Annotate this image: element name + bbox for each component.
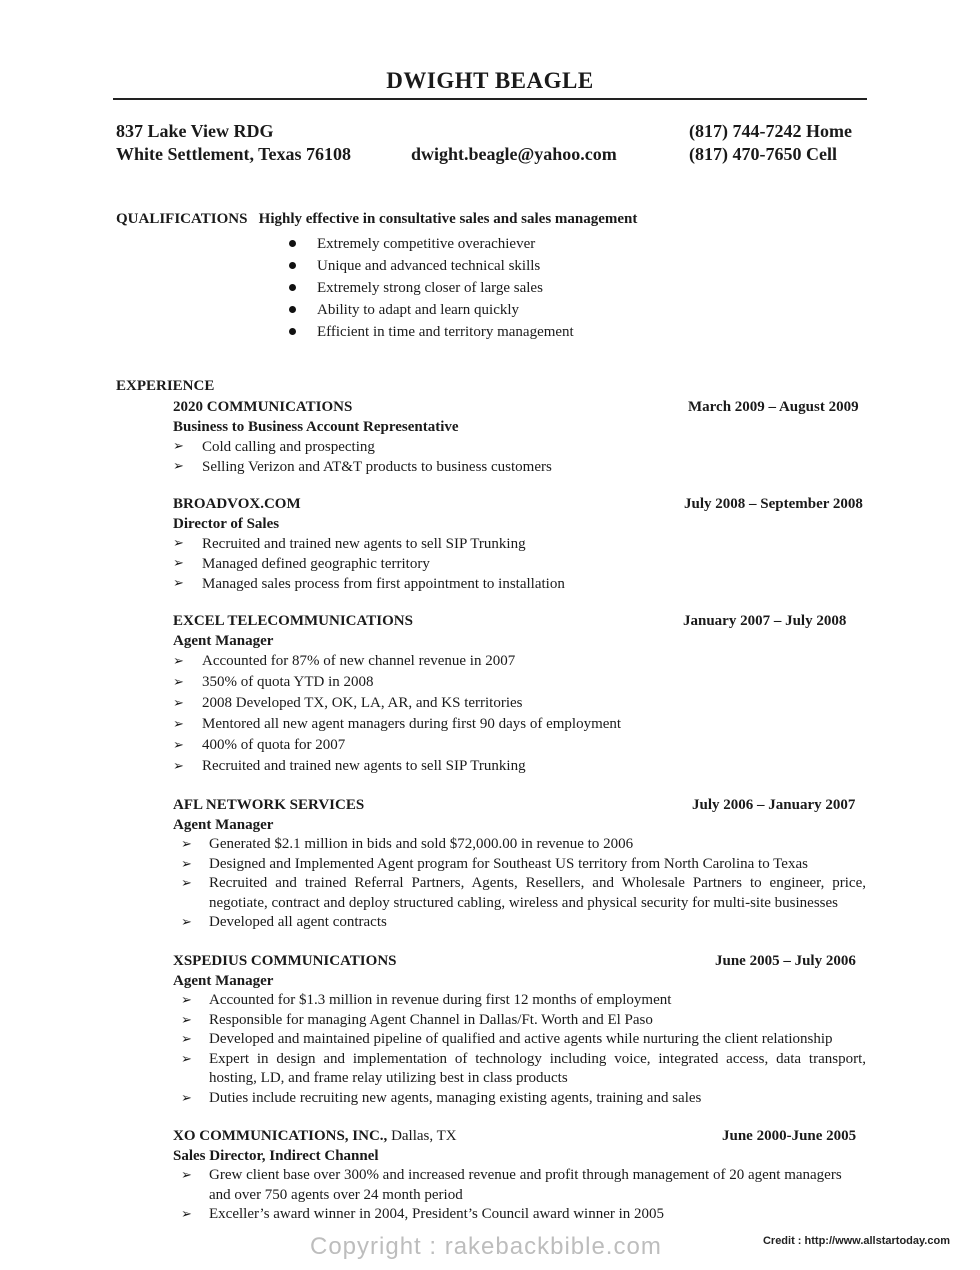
job-title: Business to Business Account Representative xyxy=(173,419,459,435)
job-title: Agent Manager xyxy=(173,633,274,649)
job-company: AFL NETWORK SERVICES xyxy=(173,797,365,813)
job-bullet: ➢ Accounted for $1.3 million in revenue during first 12 months of employment xyxy=(181,991,866,1011)
arrow-bullet-icon: ➢ xyxy=(181,915,192,930)
qualification-item: Unique and advanced technical skills xyxy=(285,255,574,277)
arrow-bullet-icon: ➢ xyxy=(173,738,184,753)
copyright-watermark: Copyright : rakebackbible.com xyxy=(310,1233,662,1260)
arrow-bullet-icon: ➢ xyxy=(173,536,184,551)
arrow-bullet-icon: ➢ xyxy=(181,1207,192,1222)
job-bullet: ➢ Selling Verizon and AT&T products to business customers xyxy=(173,459,552,475)
arrow-bullet-icon: ➢ xyxy=(181,856,192,872)
credit-line: Credit : http://www.allstartoday.com xyxy=(762,1235,950,1247)
arrow-bullet-icon: ➢ xyxy=(173,556,184,571)
job-bullet: ➢ 400% of quota for 2007 xyxy=(173,735,873,756)
job-bullet: ➢ Expert in design and implementation of technology including voice, integrated access, data transport, hosting, LD, and frame relay utilizing best in class products xyxy=(181,1050,866,1086)
arrow-bullet-icon: ➢ xyxy=(181,1090,192,1106)
header-divider xyxy=(113,98,867,100)
job-company: EXCEL TELECOMMUNICATIONS xyxy=(173,613,413,629)
arrow-bullet-icon: ➢ xyxy=(173,759,184,774)
job-bullet: ➢ Recruited and trained new agents to sell SIP Trunking xyxy=(173,756,873,777)
job-bullet: ➢ Cold calling and prospecting xyxy=(173,439,375,455)
job-bullet: ➢ Accounted for 87% of new channel revenue in 2007 xyxy=(173,651,873,672)
arrow-bullet-icon: ➢ xyxy=(181,876,192,891)
job-dates: June 2000-June 2005 xyxy=(722,1128,857,1144)
job-bullet: ➢ Responsible for managing Agent Channel in Dallas/Ft. Worth and El Paso xyxy=(181,1011,866,1031)
job-bullet: ➢ Developed all agent contracts xyxy=(181,913,866,933)
bullet-dot-icon xyxy=(289,284,296,291)
job-bullet: ➢ Designed and Implemented Agent program for Southeast US territory from North Carolina to Texas xyxy=(181,855,866,875)
bullet-dot-icon xyxy=(289,262,296,269)
arrow-bullet-icon: ➢ xyxy=(173,696,184,711)
job-bullet: ➢ Generated $2.1 million in bids and sold $72,000.00 in revenue to 2006 xyxy=(181,835,866,855)
arrow-bullet-icon: ➢ xyxy=(173,717,184,732)
arrow-bullet-icon: ➢ xyxy=(173,576,184,591)
job-company: XO COMMUNICATIONS, INC., Dallas, TX xyxy=(173,1128,457,1144)
qualifications-heading xyxy=(116,211,637,228)
job-title: Agent Manager xyxy=(173,973,274,989)
job-bullet: ➢ Exceller’s award winner in 2004, President’s Council award winner in 2005 xyxy=(181,1205,866,1225)
bullet-dot-icon xyxy=(289,240,296,247)
job-entry xyxy=(173,1126,873,1225)
job-entry xyxy=(173,795,873,933)
arrow-bullet-icon: ➢ xyxy=(181,1168,192,1183)
email-address[interactable]: dwight.beagle@yahoo.com xyxy=(411,144,617,164)
address-line-1: 837 Lake View RDG xyxy=(116,121,274,141)
qualification-item: Extremely strong closer of large sales xyxy=(285,277,574,299)
job-entry xyxy=(173,397,873,477)
job-company: 2020 COMMUNICATIONS xyxy=(173,399,353,415)
phone-cell: (817) 470-7650 Cell xyxy=(689,144,837,164)
job-entry xyxy=(173,951,873,1108)
qualification-item: Efficient in time and territory management xyxy=(285,321,574,343)
qualifications-summary: Highly effective in consultative sales and sales management xyxy=(258,211,638,227)
arrow-bullet-icon: ➢ xyxy=(173,654,184,669)
bullet-dot-icon xyxy=(289,328,296,335)
job-bullet: ➢ Recruited and trained new agents to sell SIP Trunking xyxy=(173,536,526,552)
job-bullet: ➢ Managed defined geographic territory xyxy=(173,556,430,572)
job-company: XSPEDIUS COMMUNICATIONS xyxy=(173,953,397,969)
job-title: Sales Director, Indirect Channel xyxy=(173,1148,379,1164)
arrow-bullet-icon: ➢ xyxy=(181,1012,192,1028)
job-entry xyxy=(173,494,873,594)
job-bullet: ➢ Managed sales process from first appointment to installation xyxy=(173,576,565,592)
job-bullet: ➢ Recruited and trained Referral Partners, Agents, Resellers, and Wholesale Partners to engineer, price, negotiate, contract and deploy structured cabling, wireless and physical security for multi-site businesses xyxy=(181,875,866,911)
arrow-bullet-icon: ➢ xyxy=(181,993,192,1008)
qualifications-list xyxy=(285,233,574,343)
job-bullet: ➢ Mentored all new agent managers during first 90 days of employment xyxy=(173,714,873,735)
address-line-2: White Settlement, Texas 76108 xyxy=(116,144,351,164)
job-title: Agent Manager xyxy=(173,817,274,833)
arrow-bullet-icon: ➢ xyxy=(173,439,184,454)
job-bullet: ➢ Duties include recruiting new agents, managing existing agents, training and sales xyxy=(181,1089,866,1109)
qualifications-label: QUALIFICATIONS xyxy=(116,211,248,227)
arrow-bullet-icon: ➢ xyxy=(173,675,184,690)
qualification-item: Ability to adapt and learn quickly xyxy=(285,299,574,321)
qualification-item: Extremely competitive overachiever xyxy=(285,233,574,255)
job-title: Director of Sales xyxy=(173,516,280,532)
job-entry xyxy=(173,611,873,777)
job-dates: June 2005 – July 2006 xyxy=(715,953,856,969)
job-bullet: ➢ 350% of quota YTD in 2008 xyxy=(173,672,873,693)
arrow-bullet-icon: ➢ xyxy=(181,1032,192,1047)
arrow-bullet-icon: ➢ xyxy=(181,1051,192,1067)
candidate-name: DWIGHT BEAGLE xyxy=(386,68,594,93)
job-dates: July 2008 – September 2008 xyxy=(684,496,863,512)
job-dates: March 2009 – August 2009 xyxy=(688,399,859,415)
job-bullet: ➢ Developed and maintained pipeline of qualified and active agents while nurturing the client relationship xyxy=(181,1030,866,1050)
arrow-bullet-icon: ➢ xyxy=(181,837,192,852)
arrow-bullet-icon: ➢ xyxy=(173,459,184,474)
experience-heading: EXPERIENCE xyxy=(116,378,215,394)
bullet-dot-icon xyxy=(289,306,296,313)
job-bullet: ➢ Grew client base over 300% and increased revenue and profit through management of 20 agent managers and over 750 agents over 24 month period xyxy=(181,1167,842,1203)
phone-home: (817) 744-7242 Home xyxy=(689,121,852,141)
job-bullet: ➢ 2008 Developed TX, OK, LA, AR, and KS territories xyxy=(173,693,873,714)
job-dates: January 2007 – July 2008 xyxy=(683,613,847,629)
job-location: Dallas, TX xyxy=(387,1128,457,1144)
job-company: BROADVOX.COM xyxy=(173,496,301,512)
job-dates: July 2006 – January 2007 xyxy=(692,797,856,813)
